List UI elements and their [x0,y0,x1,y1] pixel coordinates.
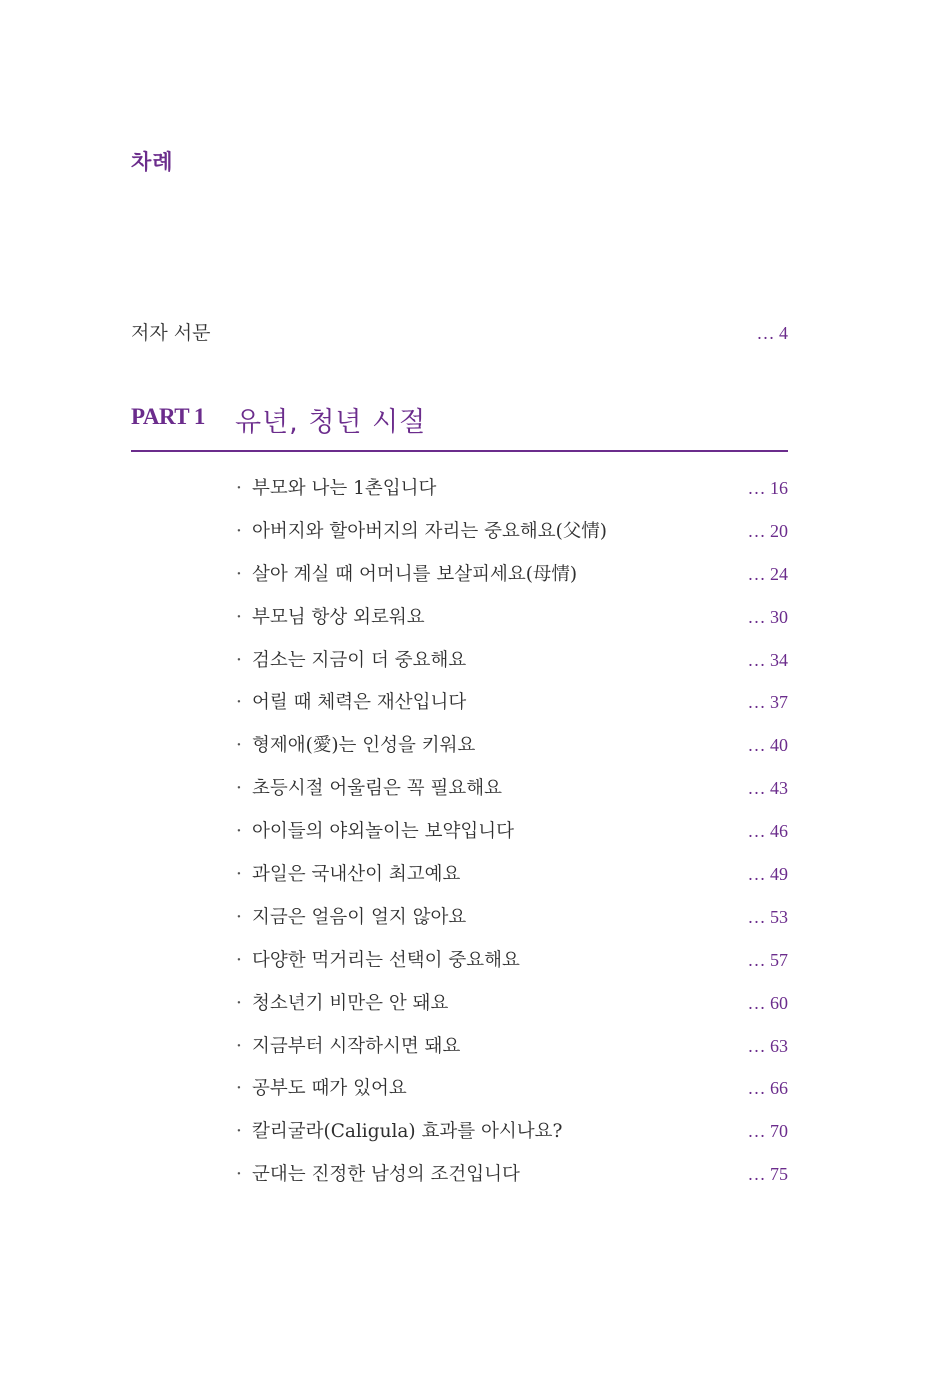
bullet-dot: · [236,1078,242,1100]
chapter-page-number: … 34 [747,649,788,670]
chapter-page-number: … 24 [747,563,788,584]
bullet-dot: · [236,478,242,499]
chapter-title: 형제애(愛)는 인성을 키워요 [252,735,476,757]
chapter-page-number: … 53 [747,906,788,927]
chapter-page-number: … 75 [747,1164,788,1185]
chapter-title: 청소년기 비만은 안 돼요 [252,992,449,1014]
toc-entry[interactable] [236,774,788,817]
chapter-label [236,946,520,972]
chapter-page-number: … 30 [747,606,788,627]
bullet-dot: · [236,992,242,1014]
chapter-title: 부모님 항상 외로워요 [252,606,425,628]
chapter-title: 과일은 국내산이 최고예요 [252,864,461,886]
chapter-page-number: … 49 [747,864,788,885]
bullet-dot: · [236,1121,242,1143]
chapter-title: 부모와 나는 1촌입니다 [252,478,437,499]
chapter-page-number: … 40 [747,735,788,756]
bullet-dot: · [236,649,242,671]
bullet-dot: · [236,520,242,542]
chapter-title: 지금은 얼음이 얼지 않아요 [252,906,467,928]
toc-entry[interactable] [236,989,788,1032]
chapter-title: 다양한 먹거리는 선택이 중요해요 [252,949,520,971]
chapter-title: 군대는 진정한 남성의 조건입니다 [252,1164,520,1186]
part-title: 유년, 청년 시절 [235,407,427,438]
chapter-label [236,646,466,672]
chapter-page-number: … 57 [747,949,788,970]
chapter-page-number: … 16 [747,478,788,498]
chapter-title: 아이들의 야외놀이는 보약입니다 [252,821,514,843]
toc-entry[interactable] [236,688,788,731]
chapter-label [236,731,475,757]
chapter-page-number: … 43 [747,778,788,799]
toc-entry[interactable] [236,603,788,646]
bullet-dot: · [236,735,242,757]
preface-page-number: … 4 [756,323,788,343]
toc-entry[interactable] [236,1032,788,1075]
chapter-title: 살아 계실 때 어머니를 보살피세요(母情) [252,563,578,585]
chapter-page-number: … 37 [747,692,788,713]
chapter-title: 공부도 때가 있어요 [252,1078,407,1100]
toc-entry[interactable] [236,731,788,774]
toc-entry[interactable] [236,517,788,560]
bullet-dot: · [236,563,242,585]
toc-heading: 차례 [131,150,174,174]
bullet-dot: · [236,949,242,971]
chapter-label [236,989,448,1015]
chapter-title: 칼리굴라(Caligula) 효과를 아시나요? [252,1121,563,1143]
chapter-title: 검소는 지금이 더 중요해요 [252,649,467,671]
bullet-dot: · [236,606,242,628]
chapter-label [236,474,436,500]
chapter-label [236,860,460,886]
chapter-label [236,1160,520,1186]
part-header [131,398,788,452]
chapter-label [236,1117,562,1143]
chapter-page-number: … 70 [747,1121,788,1142]
chapter-page-number: … 63 [747,1035,788,1056]
chapter-page-number: … 60 [747,992,788,1013]
toc-entry[interactable] [236,903,788,946]
toc-entry[interactable] [236,1117,788,1160]
bullet-dot: · [236,1035,242,1057]
toc-entry[interactable] [236,474,788,517]
chapter-label [236,1074,407,1100]
toc-entry[interactable] [236,946,788,989]
toc-entry-preface[interactable] [131,318,788,345]
chapter-title: 초등시절 어울림은 꼭 필요해요 [252,778,502,800]
chapter-label [236,603,425,629]
chapter-label [236,517,607,543]
bullet-dot: · [236,821,242,843]
bullet-dot: · [236,1164,242,1186]
chapter-label [236,774,502,800]
bullet-dot: · [236,778,242,800]
bullet-dot: · [236,864,242,886]
bullet-dot: · [236,906,242,928]
toc-entry[interactable] [236,817,788,860]
chapter-label [236,903,466,929]
preface-title: 저자 서문 [131,322,211,344]
chapter-page-number: … 20 [747,520,788,541]
toc-entry[interactable] [236,560,788,603]
toc-entry[interactable] [236,1074,788,1117]
part-label: PART 1 [131,404,205,429]
chapter-page-number: … 46 [747,821,788,842]
chapter-label [236,817,514,843]
chapter-page-number: … 66 [747,1078,788,1099]
toc-entry[interactable] [236,860,788,903]
bullet-dot: · [236,692,242,714]
chapter-title: 어릴 때 체력은 재산입니다 [252,692,467,714]
chapter-title: 지금부터 시작하시면 돼요 [252,1035,461,1057]
chapter-label [236,688,466,714]
chapter-label [236,560,577,586]
chapter-label [236,1032,460,1058]
toc-entry[interactable] [236,1160,788,1203]
chapter-list [236,474,788,1203]
chapter-title: 아버지와 할아버지의 자리는 중요해요(父情) [252,520,608,542]
toc-entry[interactable] [236,646,788,689]
